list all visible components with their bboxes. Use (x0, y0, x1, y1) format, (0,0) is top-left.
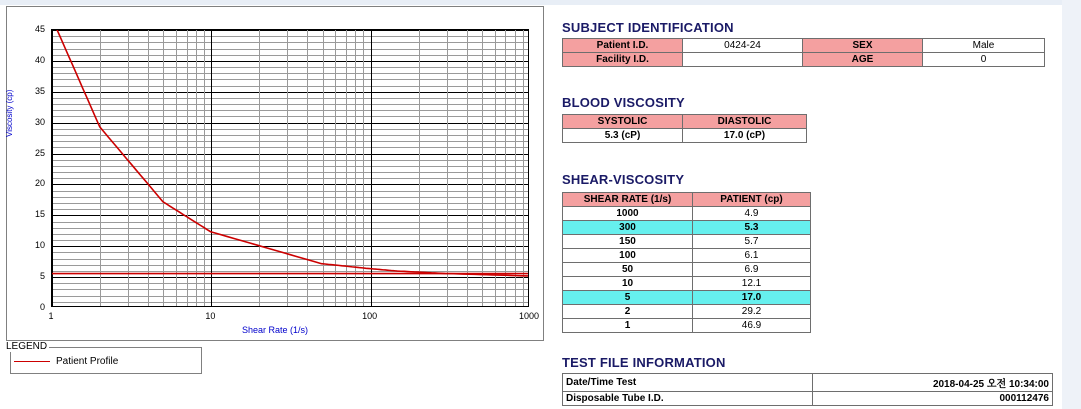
table-row (563, 221, 811, 235)
test-file-information-table (562, 373, 1053, 406)
table-row (563, 249, 811, 263)
table-row (563, 235, 811, 249)
patient-cp-value: 17.0 (693, 291, 811, 305)
patient-cp-value: 6.1 (693, 249, 811, 263)
y-axis-tick-label: 45 (34, 24, 45, 34)
subject-identification-table (562, 38, 1045, 67)
shear-rate-value: 100 (563, 249, 693, 263)
x-axis-tick-label: 1 (48, 311, 54, 321)
chart-plot-area (51, 29, 529, 307)
chart-curves (52, 30, 528, 306)
tube-id-label: Disposable Tube I.D. (563, 392, 813, 406)
diastolic-value: 17.0 (cP) (683, 129, 807, 143)
y-axis-tick-label: 35 (34, 85, 45, 96)
shear-rate-value: 300 (563, 221, 693, 235)
patient-id-label: Patient I.D. (563, 39, 683, 53)
date-time-test-value: 2018-04-25 오전 10:34:00 (813, 374, 1053, 392)
x-axis-tick-label: 1000 (518, 311, 540, 321)
patient-cp-value: 4.9 (693, 207, 811, 221)
report-details-panel (562, 0, 1062, 409)
age-value: 0 (923, 53, 1045, 67)
table-row (563, 319, 811, 333)
shear-rate-value: 150 (563, 235, 693, 249)
patient-cp-value: 12.1 (693, 277, 811, 291)
patient-cp-value: 6.9 (693, 263, 811, 277)
y-axis-tick-label: 0 (39, 302, 45, 312)
table-row (563, 207, 811, 221)
table-row (563, 392, 1053, 406)
chart-series-line (52, 30, 528, 276)
y-axis-tick-label: 5 (39, 271, 45, 282)
y-axis-label: Viscosity (cp) (5, 89, 14, 137)
y-axis-tick-label: 10 (34, 240, 45, 251)
patient-cp-value: 46.9 (693, 319, 811, 333)
shear-rate-value: 1000 (563, 207, 693, 221)
table-header-row (563, 193, 811, 207)
shear-rate-header: SHEAR RATE (1/s) (563, 193, 693, 207)
facility-id-label: Facility I.D. (563, 53, 683, 67)
sex-label: SEX (803, 39, 923, 53)
shear-rate-value: 50 (563, 263, 693, 277)
blood-viscosity-table (562, 114, 807, 143)
test-file-information-title: TEST FILE INFORMATION (562, 355, 726, 370)
table-row (563, 129, 807, 143)
diastolic-header: DIASTOLIC (683, 115, 807, 129)
y-axis-tick-label: 40 (34, 54, 45, 65)
table-row (563, 277, 811, 291)
tube-id-value: 000112476 (813, 392, 1053, 406)
y-axis-tick-label: 30 (34, 116, 45, 127)
table-row (563, 291, 811, 305)
legend-entry (14, 356, 118, 367)
shear-viscosity-rows (563, 207, 811, 333)
viscosity-chart-panel (6, 6, 544, 341)
patient-id-value: 0424-24 (683, 39, 803, 53)
facility-id-value (683, 53, 803, 67)
window-right-strip (1062, 0, 1081, 409)
patient-cp-value: 5.3 (693, 221, 811, 235)
table-row (563, 115, 807, 129)
shear-viscosity-title: SHEAR-VISCOSITY (562, 172, 685, 187)
table-row (563, 305, 811, 319)
date-time-test-label: Date/Time Test (563, 374, 813, 392)
legend-entry-label: Patient Profile (56, 356, 119, 367)
patient-cp-value: 5.7 (693, 235, 811, 249)
legend-title: LEGEND (6, 341, 48, 352)
systolic-value: 5.3 (cP) (563, 129, 683, 143)
table-row (563, 374, 1053, 392)
table-row (563, 263, 811, 277)
subject-identification-title: SUBJECT IDENTIFICATION (562, 20, 734, 35)
shear-rate-value: 10 (563, 277, 693, 291)
shear-rate-value: 2 (563, 305, 693, 319)
patient-cp-value: 29.2 (693, 305, 811, 319)
legend-color-swatch (14, 361, 50, 362)
y-axis-tick-label: 15 (34, 209, 45, 220)
patient-cp-header: PATIENT (cp) (693, 193, 811, 207)
x-axis-tick-label: 10 (205, 311, 216, 321)
sex-value: Male (923, 39, 1045, 53)
x-axis-label: Shear Rate (1/s) (241, 325, 309, 335)
shear-rate-value: 1 (563, 319, 693, 333)
shear-rate-value: 5 (563, 291, 693, 305)
shear-viscosity-table (562, 192, 811, 333)
age-label: AGE (803, 53, 923, 67)
blood-viscosity-title: BLOOD VISCOSITY (562, 95, 685, 110)
table-row (563, 39, 1045, 53)
y-axis-tick-label: 25 (34, 147, 45, 158)
table-row (563, 53, 1045, 67)
y-axis-tick-label: 20 (34, 178, 45, 189)
x-axis-tick-label: 100 (362, 311, 378, 321)
systolic-header: SYSTOLIC (563, 115, 683, 129)
